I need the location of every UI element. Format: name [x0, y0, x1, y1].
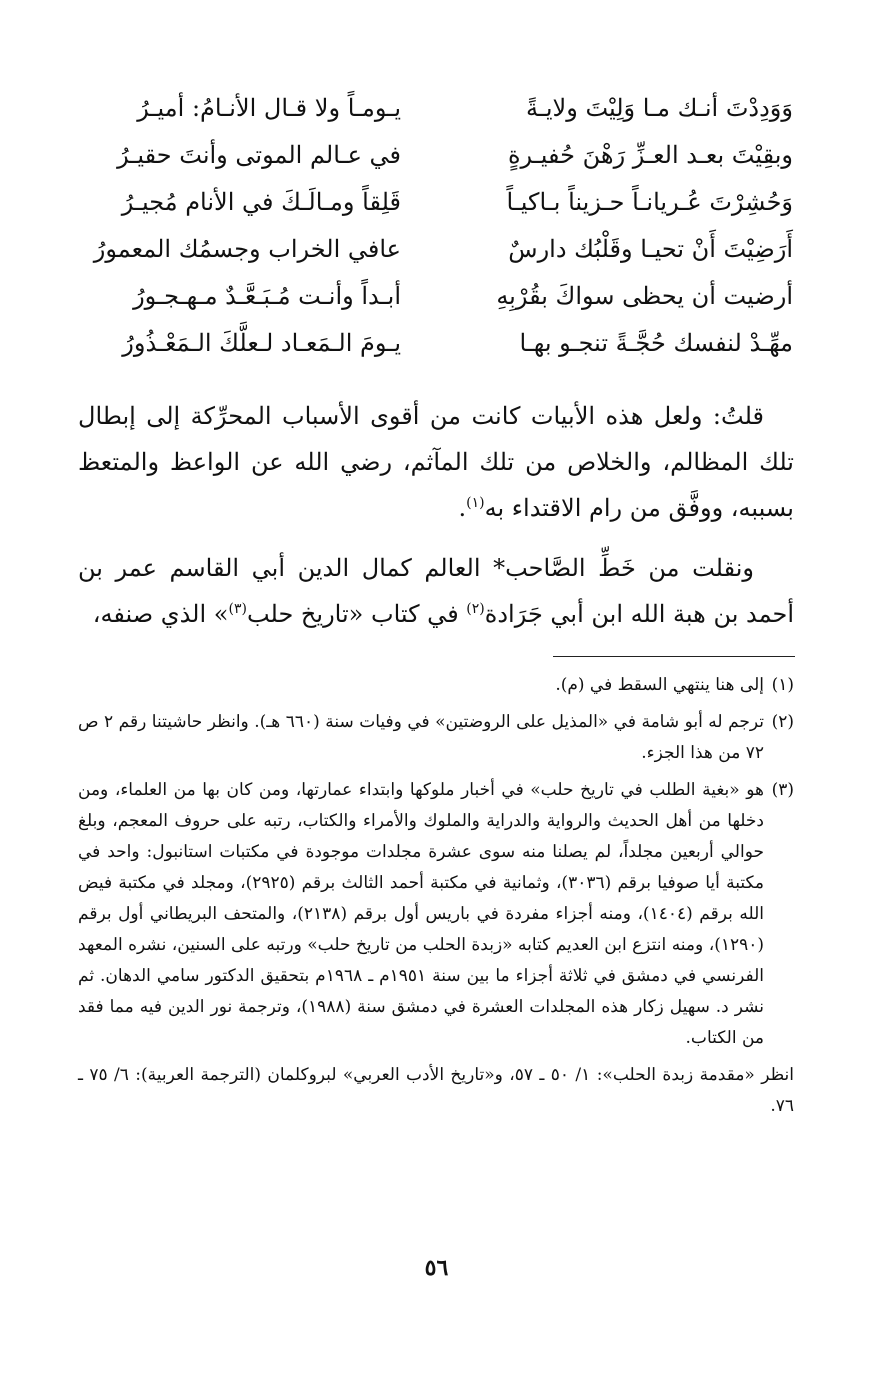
- poem-verse: [60, 321, 793, 368]
- footnote-text: إلى هنا ينتهي السقط في (م).: [555, 675, 764, 695]
- poem-verse: [60, 227, 793, 274]
- footnote-ref: (١): [466, 495, 485, 511]
- poem-verse: [60, 133, 793, 180]
- footnote-number: (٢): [771, 712, 794, 732]
- poem-verse: [60, 274, 793, 321]
- verse-first-hemistich: أَرَضِيْتَ أَنْ تحيـا وقَلْبُك دارسٌ: [508, 235, 793, 263]
- footnote-text: هو «بغية الطلب في تاريخ حلب» في أخبار ملوكها وابتداء عمارتها، ومن كان بها من العلماء، ومن دخلها من أهل الحديث والرواية والدراية والملوك والأمراء والكتاب، رتبه على حروف المعجم، وبلغ حوالي أربعين مجلداً، لم يصلنا منه سوى عشرة مجلدات موجودة في مكتبات استانبول: واحد في مكتبة أيا صوفيا برقم (٣٠٣٦)، وثمانية في مكتبة أحمد الثالث برقم (٢٩٢٥)، ومجلد في مكتبة فيض الله برقم (١٤٠٤)، ومنه أجزاء مفردة في باريس أول برقم (٢١٣٨)، والمتحف البريطاني أول برقم (١٢٩٠)، ومنه انتزع ابن العديم كتابه «زبدة الحلب من تاريخ حلب» ورتبه على السنين، نشره المعهد الفرنسي في دمشق في ثلاثة أجزاء ما بين سنة ١٩٥١م ـ ١٩٦٨م بتحقيق الدكتور سامي الدهان. ثم نشر د. سهيل زكار هذه المجلدات العشرة في دمشق سنة (١٩٨٨)، وترجمة نور الدين فيه مما فقد من الكتاب.: [78, 780, 765, 1048]
- footnote-reference-line: انظر «مقدمة زبدة الحلب»: ١/ ٥٠ ـ ٥٧، و«تاريخ الأدب العربي» لبروكلمان (الترجمة العربية): ٦/ ٧٥ ـ ٧٦.: [78, 1065, 794, 1116]
- commentary-paragraph: [78, 393, 794, 531]
- verse-first-hemistich: مهِّـدْ لنفسك حُجَّـةً تنجـو بهـا: [519, 329, 793, 357]
- page-number: ٥٦: [424, 1255, 449, 1281]
- footnote: [78, 670, 794, 701]
- footnote-ref: (٢): [466, 601, 485, 617]
- citation-text-part1: ونقلت من خَطِّ الصَّاحب* العالم كمال الدين أبي القاسم عمر بن أحمد بن هبة الله ابن أبي جَرَادة: [78, 554, 794, 628]
- footnote-ref: (٣): [228, 601, 247, 617]
- verse-second-hemistich: في عـالم الموتى وأنتَ حقيـرُ: [117, 141, 401, 169]
- verse-first-hemistich: وبقِيْتَ بعـد العـزِّ رَهْنَ حُفيـرةٍ: [507, 141, 793, 169]
- verse-second-hemistich: يـومَ الـمَعـاد لـعلَّكَ الـمَعْـذُورُ: [122, 329, 401, 357]
- verse-second-hemistich: قَلِقاً ومـالَـكَ في الأنام مُجيـرُ: [121, 188, 401, 216]
- footnote-number: (١): [771, 675, 794, 695]
- citation-text-part2: في كتاب «تاريخ حلب: [246, 600, 467, 628]
- footnote: [78, 707, 794, 769]
- commentary-tail: .: [458, 494, 467, 522]
- poem: [60, 86, 793, 368]
- verse-first-hemistich: أرضيت أن يحظى سواكَ بقُرْبِهِ: [496, 282, 793, 310]
- verse-second-hemistich: أبـداً وأنـت مُـبَـعَّـدٌ مـهـجـورُ: [133, 282, 401, 310]
- verse-first-hemistich: وَحُشِرْتَ عُـريانـاً حـزيناً بـاكيـاً: [506, 188, 793, 216]
- footnote-number: (٣): [771, 780, 794, 800]
- verse-second-hemistich: عافي الخراب وجسمُك المعمورُ: [93, 235, 401, 263]
- poem-verse: [60, 180, 793, 227]
- verse-second-hemistich: يـومـاً ولا قـال الأنـامُ: أميـرُ: [137, 94, 401, 122]
- poem-verse: [60, 86, 793, 133]
- footnote-text: ترجم له أبو شامة في «المذيل على الروضتين» في وفيات سنة (٦٦٠ هـ). وانظر حاشيتنا رقم ٢ ص ٧٢ من هذا الجزء.: [78, 712, 764, 763]
- citation-text-part3: » الذي صنفه،: [92, 600, 229, 628]
- verse-first-hemistich: وَوَدِدْتَ أنـك مـا وَلِيْتَ ولايـةً: [525, 94, 793, 122]
- footnotes: [78, 670, 794, 1122]
- footnote: [78, 775, 794, 1054]
- footnote-divider: [553, 656, 795, 657]
- citation-paragraph: [78, 545, 794, 637]
- commentary-text: قلتُ: ولعل هذه الأبيات كانت من أقوى الأسباب المحرِّكة إلى إبطال تلك المظالم، والخلاص من تلك المآثم، رضي الله عن الواعظ والمتعظ بسببه، ووفَّق من رام الاقتداء به: [78, 402, 794, 522]
